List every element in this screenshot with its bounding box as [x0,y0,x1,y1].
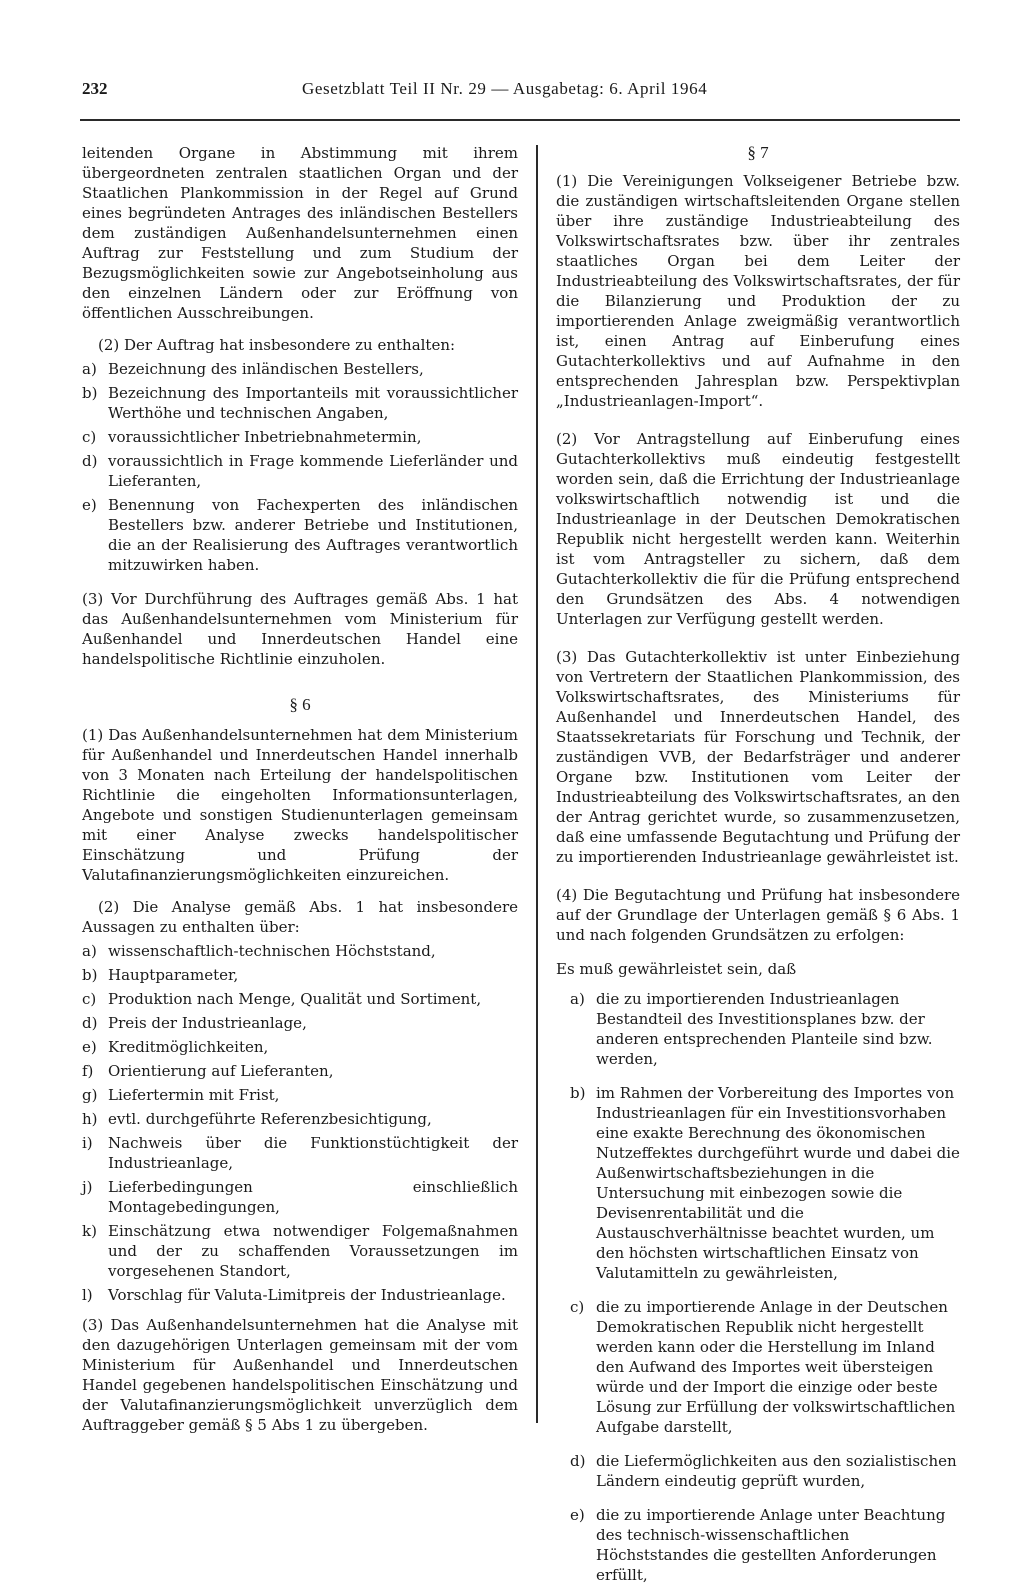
list-item [82,989,518,1009]
list-label: b) [82,384,98,402]
s7-lead-sentence: Es muß gewährleistet sein, daß [556,960,797,978]
list-item [82,1013,518,1033]
list-item [570,989,960,1069]
list-text: Lieferbedingungen einschließlich Montagebedingungen, [108,1178,518,1216]
assessment-principles-list [556,989,960,1585]
list-text: Vorschlag für Valuta-Limitpreis der Industrieanlage. [108,1286,506,1304]
left-column [82,143,518,1435]
list-text: die zu importierende Anlage in der Deutschen Demokratischen Republik nicht hergestellt werden kann oder die Herstellung im Inland den Aufwand des Importes weit übersteigen würde und der Import die einzige oder beste Lösung zur Erfüllung der volkswirtschaftlichen Aufgabe darstellt, [596,1298,956,1436]
list-item [82,1037,518,1057]
list-text: Kreditmöglichkeiten, [108,1038,269,1056]
list-label: a) [82,942,97,960]
list-text: Bezeichnung des Importanteils mit voraussichtlicher Werthöhe und technischen Angaben, [108,384,518,422]
paragraph-2: (2) Der Auftrag hat insbesondere zu enthalten: [98,336,456,354]
list-item [82,359,518,379]
list-text: Hauptparameter, [108,966,239,984]
list-text: Preis der Industrieanlage, [108,1014,307,1032]
list-label: a) [570,990,585,1008]
list-text: Liefertermin mit Frist, [108,1086,280,1104]
list-item [82,1061,518,1081]
list-item [82,1285,518,1305]
list-label: f) [82,1062,94,1080]
list-item [570,1083,960,1283]
list-text: die zu importierenden Industrieanlagen Bestandteil des Investitionsplanes bzw. der anderen entsprechenden Planteile sind bzw. werden, [596,990,933,1068]
list-item [82,451,518,491]
list-item [82,1133,518,1173]
list-item [82,1109,518,1129]
list-label: i) [82,1134,93,1152]
list-text: Bezeichnung des inländischen Bestellers, [108,360,424,378]
list-text: die zu importierende Anlage unter Beachtung des technisch-wissenschaftlichen Höchststandes die gestellten Anforderungen erfüllt, [596,1506,946,1584]
s7-paragraph-3: (3) Das Gutachterkollektiv ist unter Einbeziehung von Vertretern der Staatlichen Plankommission, des Volkswirtschaftsrates, des Ministeriums für Außenhandel und Innerdeutschen Handel, des Staatssekretariats für Forschung und Technik, der zuständigen VVB, der Bedarfsträger und anderer Organe bzw. Institutionen vom Leiter der Industrieabteilung des Volkswirtschaftsrates, an den der Antrag gerichtet wurde, so zusammenzusetzen, daß eine umfassende Begutachtung und Prüfung der zu importierenden Industrieanlage gewährleistet ist. [556,648,960,866]
list-label: l) [82,1286,93,1304]
list-item [82,1177,518,1217]
analysis-contents-list [82,941,518,1305]
header-rule [80,119,960,121]
list-text: Orientierung auf Lieferanten, [108,1062,334,1080]
s7-paragraph-1: (1) Die Vereinigungen Volkseigener Betriebe bzw. die zuständigen wirtschaftsleitenden Organe stellen über ihre zuständige Industrieabteilung des Volkswirtschaftsrates bzw. über ihr zentrales staatliches Organ bei dem Leiter der Industrieabteilung des Volkswirtschaftsrates, der für die Bilanzierung und Produktion der zu importierenden Anlage zweigmäßig verantwortlich ist, einen Antrag auf Einberufung eines Gutachterkollektivs und auf Aufnahme in den entsprechenden Jahresplan bzw. Perspektivplan „Industrieanlagen-Import“. [556,172,960,410]
list-item [82,383,518,423]
list-text: Nachweis über die Funktionstüchtigkeit der Industrieanlage, [108,1134,518,1172]
list-text: Benennung von Fachexperten des inländischen Bestellers bzw. anderer Betriebe und Institutionen, die an der Realisierung des Auftrages verantwortlich mitzuwirken haben. [108,496,518,574]
order-contents-list [82,359,518,575]
list-item [82,965,518,985]
list-label: b) [82,966,98,984]
list-label: a) [82,360,97,378]
list-item [82,495,518,575]
list-label: c) [570,1298,585,1316]
list-label: c) [82,990,97,1008]
list-label: j) [82,1178,93,1196]
s7-paragraph-2: (2) Vor Antragstellung auf Einberufung eines Gutachterkollektivs muß eindeutig festgestellt worden sein, daß die Errichtung der Industrieanlage volkswirtschaftlich notwendig ist und die Industrieanlage in der Deutschen Demokratischen Republik nicht hergestellt werden kann. Weiterhin ist vom Antragsteller zu sichern, daß dem Gutachterkollektiv die für die Prüfung entsprechend den Grundsätzen des Abs. 4 notwendigen Unterlagen zur Verfügung gestellt werden. [556,430,960,628]
list-item [82,1221,518,1281]
continued-paragraph: leitenden Organe in Abstimmung mit ihrem übergeordneten zentralen staatlichen Organ und der Staatlichen Plankommission in der Regel auf Grund eines begründeten Antrages des inländischen Bestellers dem zuständigen Außenhandelsunternehmen einen Auftrag zur Feststellung und zum Studium der Bezugsmöglichkeiten sowie zur Angebotseinholung aus den einzelnen Ländern oder zur Eröffnung von öffentlichen Ausschreibungen. [82,144,518,322]
list-label: d) [82,1014,98,1032]
column-divider [536,145,538,1423]
list-label: d) [570,1452,586,1470]
s6-paragraph-2: (2) Die Analyse gemäß Abs. 1 hat insbesondere Aussagen zu enthalten über: [82,898,518,936]
list-text: die Liefermöglichkeiten aus den sozialistischen Ländern eindeutig geprüft wurden, [596,1452,957,1490]
section-heading-7: § 7 [747,143,769,162]
list-item [82,427,518,447]
list-label: h) [82,1110,98,1128]
list-label: b) [570,1084,586,1102]
s7-paragraph-4: (4) Die Begutachtung und Prüfung hat insbesondere auf der Grundlage der Unterlagen gemäß § 6 Abs. 1 und nach folgenden Grundsätzen zu erfolgen: [556,886,960,944]
list-label: g) [82,1086,98,1104]
list-text: Einschätzung etwa notwendiger Folgemaßnahmen und der zu schaffenden Voraussetzungen im vorgesehenen Standort, [108,1222,518,1280]
paragraph-3: (3) Vor Durchführung des Auftrages gemäß Abs. 1 hat das Außenhandelsunternehmen vom Ministerium für Außenhandel und Innerdeutschen Handel eine handelspolitische Richtlinie einzuholen. [82,590,518,668]
list-text: im Rahmen der Vorbereitung des Importes von Industrieanlagen für ein Investitionsvorhaben eine exakte Berechnung des ökonomischen Nutzeffektes durchgeführt wurde und dabei die Außenwirtschaftsbeziehungen in die Untersuchung mit einbezogen sowie die Devisenrentabilität und die Austauschverhältnisse beachtet wurden, um den höchsten wirtschaftlichen Einsatz von Valutamitteln zu gewährleisten, [596,1084,960,1282]
list-item [82,941,518,961]
list-item [570,1451,960,1491]
list-text: Produktion nach Menge, Qualität und Sortiment, [108,990,482,1008]
list-item [570,1505,960,1585]
running-title: Gesetzblatt Teil II Nr. 29 — Ausgabetag: 6. April 1964 [302,79,708,98]
list-text: voraussichtlich in Frage kommende Lieferländer und Lieferanten, [108,452,518,490]
list-label: d) [82,452,98,470]
list-text: voraussichtlicher Inbetriebnahmetermin, [108,428,422,446]
s6-paragraph-1: (1) Das Außenhandelsunternehmen hat dem Ministerium für Außenhandel und Innerdeutschen Handel innerhalb von 3 Monaten nach Erteilung der handelspolitischen Richtlinie die eingeholten Informationsunterlagen, Angebote und sonstigen Studienunterlagen gemeinsam mit einer Analyse zwecks handelspolitischer Einschätzung und Prüfung der Valutafinanzierungsmöglichkeiten einzureichen. [82,726,518,884]
list-label: e) [82,496,97,514]
list-text: evtl. durchgeführte Referenzbesichtigung, [108,1110,432,1128]
section-heading-6: § 6 [289,695,311,714]
page-header [82,79,952,103]
s6-paragraph-3: (3) Das Außenhandelsunternehmen hat die Analyse mit den dazugehörigen Unterlagen gemeinsam mit der vom Ministerium für Außenhandel und Innerdeutschen Handel gegebenen handelspolitischen Einschätzung und der Valutafinanzierungsmöglichkeit unverzüglich dem Auftraggeber gemäß § 5 Abs 1 zu übergeben. [82,1316,518,1434]
right-column [556,143,960,1585]
list-text: wissenschaftlich-technischen Höchststand, [108,942,436,960]
list-label: e) [570,1506,585,1524]
list-item [82,1085,518,1105]
list-label: c) [82,428,97,446]
list-item [570,1297,960,1437]
list-label: k) [82,1222,97,1240]
list-label: e) [82,1038,97,1056]
page-number: 232 [82,79,108,98]
